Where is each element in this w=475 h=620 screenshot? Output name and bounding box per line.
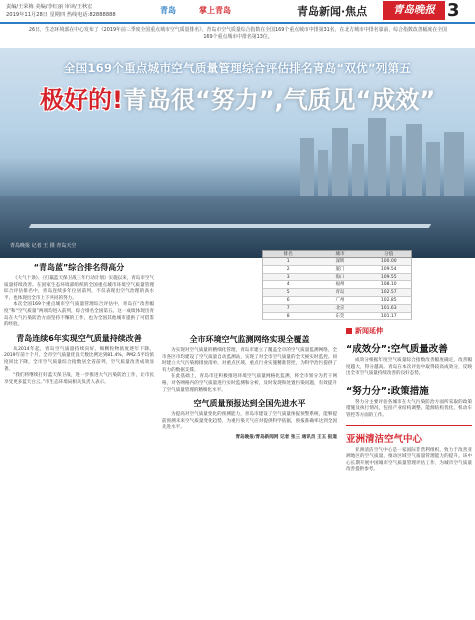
byline: 青岛晚报/青岛新闻网 记者 张三 通讯员 王五 报道 — [235, 434, 337, 440]
table-cell: 7 — [286, 305, 290, 311]
section-heading: 全市环境空气监测网络实现全覆盖 — [189, 335, 310, 344]
banner-headline — [40, 80, 440, 115]
table-cell: 厦门 — [335, 266, 345, 272]
headline-banner — [0, 48, 475, 258]
table-header-cell: 城市 — [335, 252, 345, 257]
headline-highlight: 极好的! — [40, 86, 123, 114]
body-paragraph: 为实现对空气质量的精细化管理，青岛市建立了覆盖全市的空气质量监测网络，全市各区市均建设了空气质量自动监测站，实现了对全市空气质量的全天候实时监控。同时建立大气污染源排放清单，对重点区域、重点行业实施精准管控，为科学治污提供了有力的数据支撑。 — [162, 348, 337, 373]
sidebar-heading: “努力分”:政策措施 — [346, 385, 429, 397]
page-header — [0, 0, 475, 24]
pier — [29, 224, 431, 228]
skyline-building — [390, 136, 402, 198]
table-cell: 8 — [286, 313, 290, 319]
table-cell: 广州 — [335, 297, 345, 303]
left-column — [4, 258, 154, 386]
table-cell: 109.54 — [380, 266, 397, 272]
header-meta-line1: 责编/王荣梅 美编/李红丽 审读/王秋宏 — [6, 4, 93, 10]
table-cell: 福州 — [335, 282, 345, 288]
section-heading: “青岛蓝”综合排名得高分 — [33, 263, 125, 272]
news-tag — [346, 326, 472, 336]
table-cell: 102.85 — [380, 297, 397, 303]
table-cell: 东莞 — [335, 313, 345, 319]
skyline-building — [318, 150, 328, 198]
section-heading: 青岛连续6年实现空气质量持续改善 — [16, 333, 142, 343]
table-cell: 101.17 — [380, 313, 397, 319]
paper-name-badge: 青岛晚报 — [383, 1, 445, 20]
photo-caption: 青岛晚报 记者 王 摄 青岛天空 — [10, 243, 77, 249]
table-cell: 100.00 — [380, 259, 397, 264]
table-row — [262, 305, 412, 313]
body-paragraph: 《大气十条》、《打赢蓝天保卫战三年行动计划》实施以来，青岛市空气质量持续改善。在国家生态环境部组织的全国重点城市环境空气质量管理综合评估排名中，青岛连续多年位居前列，不仅表现出空气治理的高水平，也体现出全市上下共同的努力。 — [4, 276, 154, 301]
skyline-building — [332, 128, 348, 198]
skyline-building — [300, 138, 314, 198]
header-logo: 青岛 — [160, 6, 176, 15]
table-cell: 海口 — [335, 274, 345, 280]
table-cell: 北京 — [335, 305, 345, 311]
body-paragraph: 本次全国169个重点城市空气质量管理综合评估中，青岛在“改善幅度”和“空气质量”两项均进入前列，综合排名全国第五。这一成绩体现出青岛在大气污染防治方面坚持不懈的工作，也为全国其他城市提供了可借鉴的经验。 — [4, 302, 154, 328]
bullet-icon — [346, 328, 352, 334]
table-cell: 5 — [286, 290, 290, 296]
table-cell: 6 — [286, 297, 290, 303]
body-paragraph: 成效分根据年度空气质量综合指数改善幅度确定，改善幅度越大，得分越高。青岛在本次评估中取得较高成效分，反映出全市空气质量持续改善的良好态势。 — [346, 358, 472, 377]
section-title: 青岛新闻·焦点 — [297, 5, 368, 18]
body-paragraph: 从2014年起，青岛空气质量持续向好，细颗粒物浓度逐年下降。2019年前十个月，全市空气质量优良天数比例达到81.4%，PM2.5平均浓度同比下降，全市空气质量综合指数居全省前列，空气质量改善成效显著。 — [4, 346, 154, 372]
body-paragraph: 在此基础上，青岛市还积极推进环境空气质量网格化监测，将全市划分为若干网格，对各网格内的空气质量进行实时监测和分析，及时发现和处置污染问题，有效提升了空气质量管理的精细化水平。 — [162, 374, 337, 393]
skyline-building — [406, 124, 422, 198]
header-meta — [6, 4, 116, 19]
sidebar-heading: “成效分”:空气质量改善 — [346, 344, 448, 355]
table-cell: 101.63 — [380, 305, 397, 311]
table-row — [262, 281, 412, 289]
rank-table — [262, 250, 412, 320]
table-row — [262, 313, 412, 321]
table-header-row — [262, 250, 412, 258]
right-column — [346, 326, 472, 474]
skyline-building — [352, 144, 364, 198]
table-header-cell: 排名 — [283, 252, 293, 257]
table-header-cell: 分值 — [384, 252, 394, 257]
table-cell: 深圳 — [335, 259, 345, 264]
sidebar-heading: 亚洲清洁空气中心 — [346, 433, 423, 445]
section-divider — [346, 425, 472, 426]
table-row — [262, 297, 412, 305]
table-cell: 4 — [286, 282, 290, 288]
body-paragraph: 为提高对空气质量变化的预测能力，青岛市建设了空气质量预报预警系统，能够提前预测未来空气质量变化趋势，为重污染天气应对提供科学依据，预报准确率达到全国先进水平。 — [162, 412, 337, 431]
table-cell: 1 — [286, 259, 290, 264]
page-number: 3 — [447, 0, 460, 21]
header-meta-line2: 2019年11月28日 星期四 热线电话:82888888 — [6, 11, 116, 18]
table-cell: 102.57 — [380, 290, 397, 296]
body-paragraph: “我们将继续打好蓝天保卫战，进一步推进大气污染防治工作，让市民享受更多蓝天白云。”市生态环境局相关负责人表示。 — [4, 373, 154, 385]
table-row — [262, 258, 412, 266]
table-cell: 109.55 — [380, 274, 397, 280]
headline-main: 青岛很“努力”,气质见“成效” — [122, 86, 436, 114]
table-cell: 2 — [286, 266, 290, 272]
table-cell: 3 — [286, 274, 290, 280]
table-cell: 108.10 — [380, 282, 397, 288]
table-row — [262, 274, 412, 282]
table-row — [262, 266, 412, 274]
table-body — [262, 258, 412, 320]
banner-subtitle: 全国169个重点城市空气质量管理综合评估排名青岛“双优”列第五 — [63, 61, 412, 75]
middle-column — [162, 330, 337, 440]
body-paragraph: 亚洲清洁空气中心是一家国际非营利组织，致力于改善亚洲地区的空气质量，推动区域空气质量管理能力的提升。该中心长期开展中国城市空气质量管理评估工作，为城市空气质量改善提供参考。 — [346, 447, 472, 473]
body-paragraph: 努力分主要评估各城市在大气污染防治方面所采取的政策措施及执行情况，包括产业结构调整、能源结构优化、机动车管控等方面的工作。 — [346, 399, 472, 418]
header-app-logo: 掌上青岛 — [199, 6, 231, 15]
table-row — [262, 289, 412, 297]
skyline-building — [444, 132, 464, 198]
section-heading: 空气质量预报达到全国先进水平 — [193, 399, 306, 409]
skyline-building — [426, 142, 440, 198]
skyline-building — [368, 118, 386, 198]
table-cell: 青岛 — [335, 290, 345, 296]
news-tag-label: 新闻延伸 — [355, 327, 383, 335]
header-divider — [0, 22, 475, 24]
lead-paragraph: 26日，生态环境部在中心发布了《2019年前三季度全国重点城市空气质量排名》，青岛市空气质量综合指数在全国169个重点城市中排第31名，在北方城市中排名靠前，综合指数改善幅度在全国169个重点城市中排名第13位。 — [28, 27, 448, 40]
